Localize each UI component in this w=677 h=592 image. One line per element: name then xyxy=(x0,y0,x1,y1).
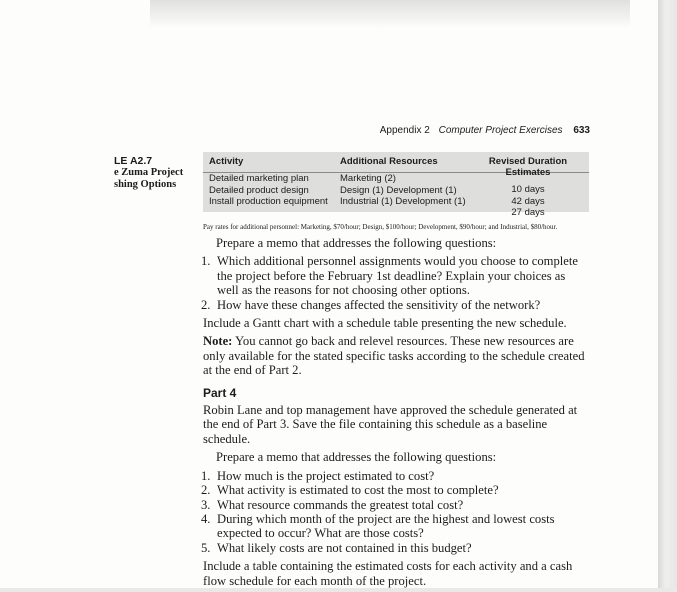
table-caption-line2: e Zuma Project xyxy=(114,167,184,178)
crashing-options-table xyxy=(203,152,589,218)
table-cell: Install production equipment xyxy=(209,196,328,207)
table-cell: Marketing (2) xyxy=(340,173,396,184)
list-item xyxy=(201,254,589,297)
header-section: Appendix 2 xyxy=(379,125,430,136)
table-cell: 27 days xyxy=(511,207,545,218)
page-edge-shadow xyxy=(658,0,677,588)
table-caption-number: LE A2.7 xyxy=(114,155,153,167)
memo-intro: Prepare a memo that addresses the following questions: xyxy=(216,236,497,250)
resources-header: Additional Resources xyxy=(340,156,438,167)
table-cell: Detailed product design xyxy=(209,184,309,196)
part4-intro: Robin Lane and top management have approved the schedule generated at the end of Part 3. Save the file containing this schedule as a baseline schedule. xyxy=(203,403,578,446)
note-paragraph xyxy=(203,334,589,377)
table-cell: Design (1) Development (1) xyxy=(340,184,457,196)
list-number: 4. xyxy=(201,511,211,526)
list-item xyxy=(201,298,589,312)
list-number: 5. xyxy=(201,540,211,555)
list-item xyxy=(201,498,589,512)
table-caption-line3: shing Options xyxy=(114,179,177,190)
part4-heading: Part 4 xyxy=(203,385,237,400)
list-text: What activity is estimated to cost the most to complete? xyxy=(217,483,499,498)
list-item xyxy=(201,541,589,555)
table-cell: 42 days xyxy=(511,195,545,207)
list-text: During which month of the project are the highest and lowest costs expected to occur? What are those costs? xyxy=(217,511,555,541)
closing-instruction: Include a table containing the estimated costs for each activity and a cash flow schedule for each month of the project. xyxy=(203,559,573,588)
duration-column xyxy=(470,156,586,219)
list-text: Which additional personnel assignments would you choose to complete the project before the February 1st deadline? Explain your choices as well as the reasons for not choosing other options. xyxy=(217,254,578,298)
list-item xyxy=(201,512,589,541)
activity-column xyxy=(209,156,349,208)
list-item xyxy=(201,483,589,497)
table-footnote: Pay rates for additional personnel: Marketing, $70/hour; Design, $100/hour; Development, $90/hour; and Industrial, $80/hour. xyxy=(203,223,558,231)
list-text: How much is the project estimated to cost? xyxy=(217,468,435,483)
list-text: How have these changes affected the sensitivity of the network? xyxy=(217,297,541,312)
table-cell: Detailed marketing plan xyxy=(209,173,309,184)
list-number: 1. xyxy=(201,468,211,483)
activity-header: Activity xyxy=(209,156,244,167)
note-text: You cannot go back and relevel resources. These new resources are only available for the stated specific tasks according to the schedule created at the end of Part 2. xyxy=(203,334,585,378)
running-header xyxy=(360,125,590,136)
question-list-2 xyxy=(203,469,589,555)
duration-header: Revised Duration Estimates xyxy=(488,156,568,178)
scan-shadow xyxy=(150,0,630,28)
question-list-1 xyxy=(203,254,589,312)
list-number: 1. xyxy=(201,254,211,269)
list-number: 2. xyxy=(201,297,211,312)
gantt-instruction: Include a Gantt chart with a schedule table presenting the new schedule. xyxy=(203,316,567,331)
body-text xyxy=(203,236,589,592)
table-caption xyxy=(114,155,183,191)
page-number: 633 xyxy=(573,125,590,136)
resources-column xyxy=(340,156,480,208)
table-cell: Industrial (1) Development (1) xyxy=(340,196,466,207)
list-number: 2. xyxy=(201,483,211,498)
list-number: 3. xyxy=(201,497,211,512)
list-text: What resource commands the greatest total cost? xyxy=(217,497,464,512)
list-item xyxy=(201,469,589,483)
header-title: Computer Project Exercises xyxy=(438,125,563,136)
memo-intro: Prepare a memo that addresses the following questions: xyxy=(216,450,497,465)
note-label: Note: xyxy=(203,334,233,349)
table-cell: 10 days xyxy=(511,184,545,195)
list-text: What likely costs are not contained in this budget? xyxy=(217,540,472,555)
